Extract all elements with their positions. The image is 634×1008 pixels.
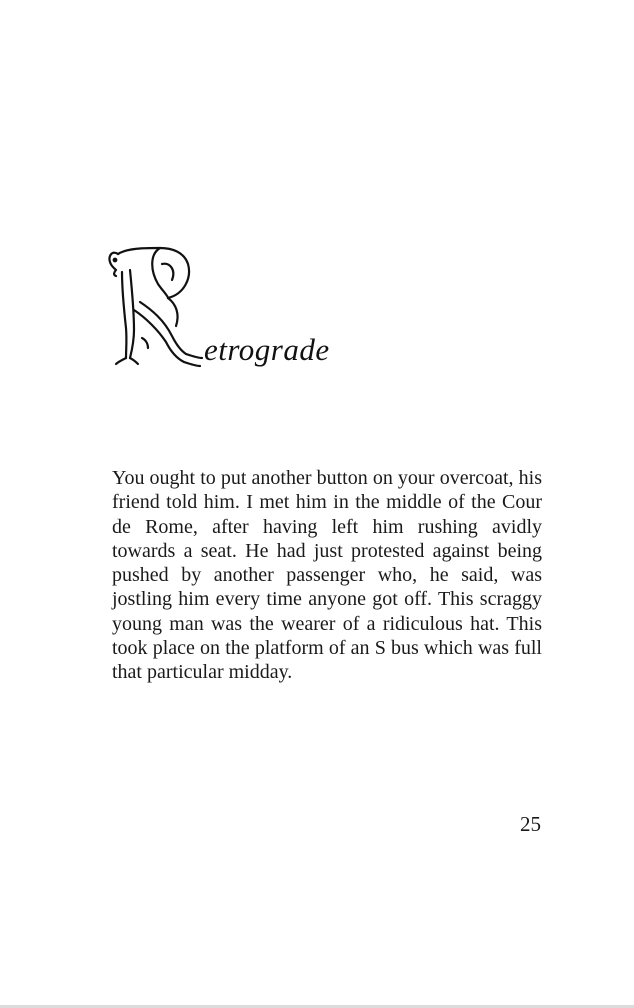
chapter-heading [104, 240, 404, 380]
chapter-title [204, 332, 330, 368]
chapter-title-rest: etrograde [204, 332, 330, 367]
body-paragraph: You ought to put another button on your overcoat, his friend told him. I met him in the middle of the Cour de Rome, after having left him rushing avidly towards a seat. He had just protested against being pushed by another passenger who, he said, was jostling him every time anyone got off. This scraggy young man was the wearer of a ridiculous hat. This took place on the platform of an S bus which was full that particular midday. [112, 467, 542, 684]
illustrated-drop-cap-r-icon [104, 240, 204, 372]
page-number: 25 [520, 812, 541, 836]
